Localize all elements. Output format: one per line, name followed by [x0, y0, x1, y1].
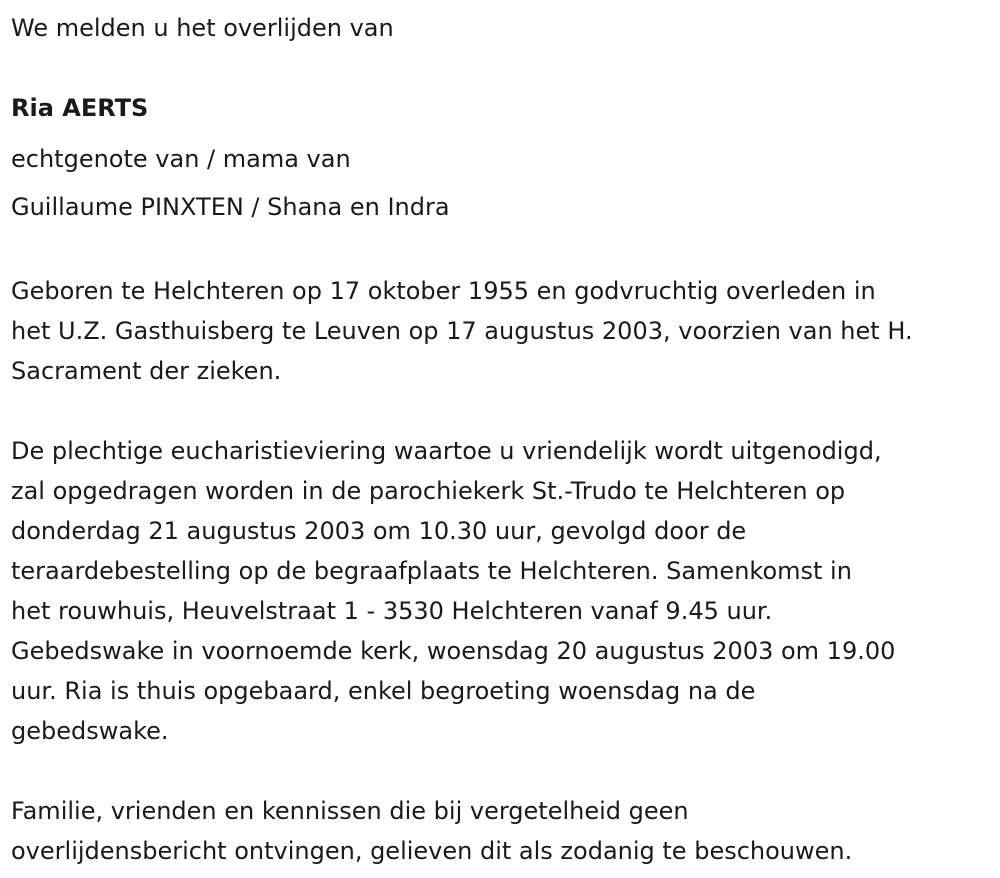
spacer — [11, 231, 990, 271]
birth-death-paragraph — [11, 271, 990, 391]
intro-text: We melden u het overlijden van — [11, 14, 394, 42]
paragraph-line: Gebedswake in voornoemde kerk, woensdag 20 augustus 2003 om 19.00 — [11, 637, 896, 665]
relation-line-2: Guillaume PINXTEN / Shana en Indra — [11, 193, 450, 221]
spacer — [11, 391, 990, 431]
paragraph-line: Geboren te Helchteren op 17 oktober 1955 en godvruchtig overleden in — [11, 277, 876, 305]
spacer — [11, 751, 990, 791]
paragraph-line: het rouwhuis, Heuvelstraat 1 - 3530 Helchteren vanaf 9.45 uur. — [11, 597, 773, 625]
ceremony-paragraph — [11, 431, 990, 751]
paragraph-line: uur. Ria is thuis opgebaard, enkel begroeting woensdag na de — [11, 677, 756, 705]
paragraph-line: De plechtige eucharistieviering waartoe u vriendelijk wordt uitgenodigd, — [11, 437, 882, 465]
paragraph-line: donderdag 21 augustus 2003 om 10.30 uur, gevolgd door de — [11, 517, 747, 545]
relation-line-1: echtgenote van / mama van — [11, 145, 351, 173]
paragraph-line: overlijdensbericht ontvingen, gelieven dit als zodanig te beschouwen. — [11, 837, 853, 865]
paragraph-line: het U.Z. Gasthuisberg te Leuven op 17 augustus 2003, voorzien van het H. — [11, 317, 913, 345]
paragraph-line: zal opgedragen worden in de parochiekerk St.-Trudo te Helchteren op — [11, 477, 846, 505]
paragraph-line: Familie, vrienden en kennissen die bij vergetelheid geen — [11, 797, 689, 825]
closing-paragraph — [11, 791, 990, 871]
paragraph-line: teraardebestelling op de begraafplaats te Helchteren. Samenkomst in — [11, 557, 852, 585]
paragraph-line: Sacrament der zieken. — [11, 357, 282, 385]
paragraph-line: gebedswake. — [11, 717, 169, 745]
deceased-name: Ria AERTS — [11, 94, 149, 122]
